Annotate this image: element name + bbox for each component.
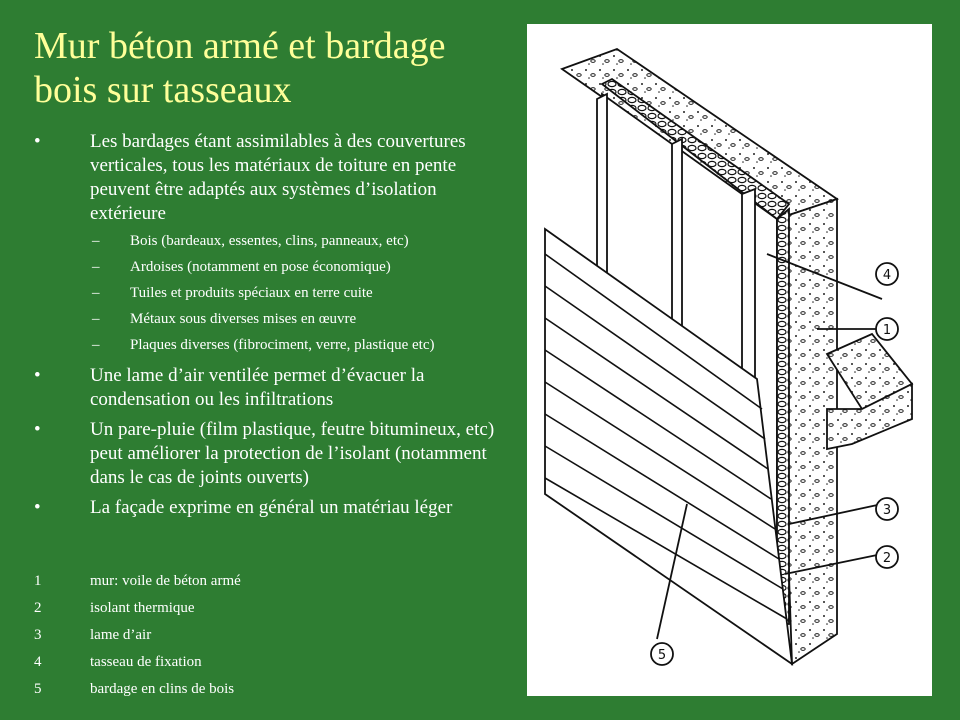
legend-item — [34, 676, 514, 703]
bullet-item: • Une lame d’air ventilée permet d’évacuer la condensation ou les infiltrations — [34, 364, 514, 412]
callout-2: 2 — [882, 551, 892, 566]
callout-4: 4 — [882, 268, 892, 283]
figure-legend — [34, 568, 514, 703]
sub-bullet-item: – Plaques diverses (fibrociment, verre, plastique etc) — [34, 332, 514, 358]
legend-item — [34, 622, 514, 649]
sub-bullet-item: – Bois (bardeaux, essentes, clins, panneaux, etc) — [34, 228, 514, 254]
legend-item — [34, 568, 514, 595]
legend-number: 4 — [34, 654, 42, 670]
sub-bullet-item: – Métaux sous diverses mises en œuvre — [34, 306, 514, 332]
legend-label: isolant thermique — [90, 600, 195, 616]
sub-bullet-item: – Ardoises (notamment en pose économique) — [34, 254, 514, 280]
legend-number: 1 — [34, 573, 42, 589]
wall-section-illustration — [527, 24, 932, 696]
legend-number: 2 — [34, 600, 42, 616]
sub-bullet-list — [90, 228, 514, 358]
wall-section-drawing — [527, 24, 932, 696]
bullet-item: • La façade exprime en général un matériau léger — [34, 496, 514, 520]
bullet-list — [34, 130, 514, 526]
legend-item — [34, 649, 514, 676]
legend-label: mur: voile de béton armé — [90, 573, 241, 589]
callout-3: 3 — [882, 503, 892, 518]
bullet-text: Les bardages étant assimilables à des couvertures verticales, tous les matériaux de toiture en pente peuvent être adaptés aux systèmes d’isolation extérieure — [90, 131, 466, 224]
bullet-item — [34, 130, 514, 358]
legend-number: 5 — [34, 681, 42, 697]
callout-1: 1 — [882, 323, 892, 338]
bullet-item: • Un pare-pluie (film plastique, feutre bitumineux, etc) peut améliorer la protection de l’isolant (notamment dans le cas de joints ouverts) — [34, 418, 514, 490]
slide-title: Mur béton armé et bardage bois sur tasseaux — [34, 25, 446, 111]
legend-number: 3 — [34, 627, 42, 643]
sub-bullet-item: – Tuiles et produits spéciaux en terre cuite — [34, 280, 514, 306]
legend-label: tasseau de fixation — [90, 654, 202, 670]
callout-5: 5 — [657, 648, 667, 663]
legend-label: bardage en clins de bois — [90, 681, 235, 697]
legend-label: lame d’air — [90, 627, 152, 643]
legend-item — [34, 595, 514, 622]
